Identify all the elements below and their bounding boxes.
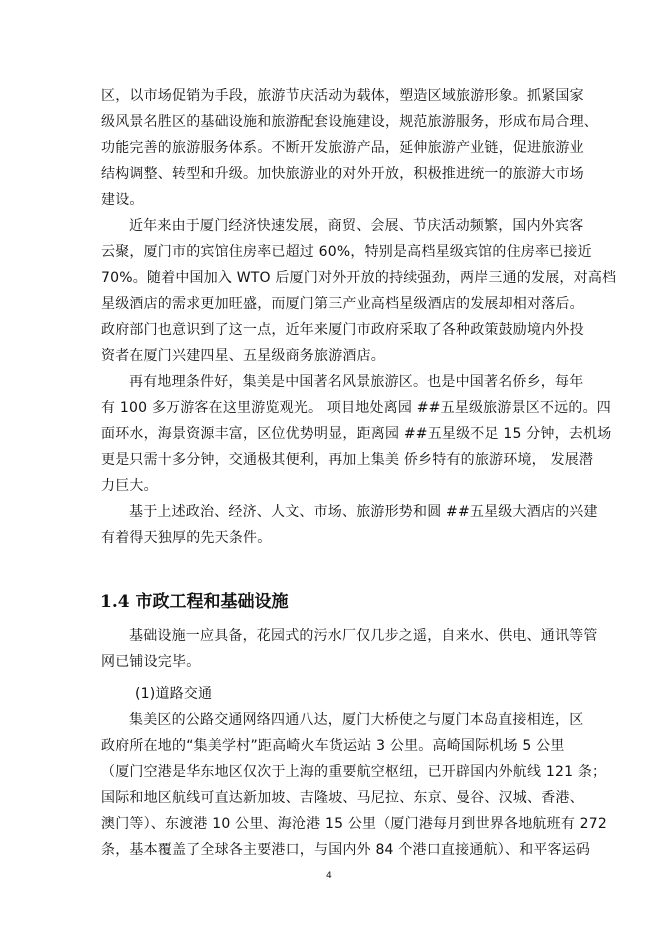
section-heading: 1.4 市政工程和基础设施 (100, 592, 289, 612)
text-line: 政府所在地的“集美学村”距高崎火车货运站 3 公里。高崎国际机场 5 公里 (101, 738, 565, 754)
text-line: 再有地理条件好，集美是中国著名风景旅游区。也是中国著名侨乡，每年 (129, 374, 584, 390)
text-line: 云聚，厦门市的宾馆住房率已超过 60%，特别是高档星级宾馆的住房率已接近 (101, 244, 592, 260)
text-line: （厦门空港是华东地区仅次于上海的重要航空枢纽，已开辟国内外航线 121 条； (101, 764, 607, 780)
text-line: 澳门等）、东渡港 10 公里、海沧港 15 公里（厦门港每月到世界各地航班有 272 (101, 816, 607, 832)
text-line: 功能完善的旅游服务体系。不断开发旅游产品，延伸旅游产业链，促进旅游业 (101, 140, 584, 156)
text-line: 国际和地区航线可直达新加坡、吉隆坡、马尼拉、东京、曼谷、汉城、香港、 (101, 790, 584, 806)
text-line: 基础设施一应具备，花园式的污水厂仅几步之遥，自来水、供电、通讯等管 (129, 628, 598, 644)
text-line: 有 100 多万游客在这里游览观光。 项目地处离园 ##五星级旅游景区不远的。四 (101, 400, 611, 416)
text-line: 力巨大。 (101, 478, 158, 494)
text-line: 集美区的公路交通网络四通八达，厦门大桥使之与厦门本岛直接相连，区 (129, 712, 584, 728)
text-line: 基于上述政治、经济、人文、市场、旅游形势和圆 ##五星级大酒店的兴建 (129, 504, 598, 520)
subsection-heading: (1)道路交通 (135, 686, 213, 702)
text-line: 资者在厦门兴建四星、五星级商务旅游酒店。 (101, 348, 385, 364)
text-line: 近年来由于厦门经济快速发展，商贸、会展、节庆活动频繁，国内外宾客 (129, 218, 584, 234)
text-line: 70%。随着中国加入 WTO 后厦门对外开放的持续强劲，两岸三通的发展，对高档 (101, 270, 617, 286)
text-line: 政府部门也意识到了这一点，近年来厦门市政府采取了各种政策鼓励境内外投 (101, 322, 584, 338)
text-line: 更是只需十多分钟，交通极其便利，再加上集美 侨乡特有的旅游环境， 发展潜 (101, 452, 594, 468)
text-line: 结构调整、转型和升级。加快旅游业的对外开放，积极推进统一的旅游大市场 (101, 166, 584, 182)
text-line: 网已铺设完毕。 (101, 654, 201, 670)
text-line: 建设。 (101, 192, 144, 208)
text-line: 条，基本覆盖了全球各主要港口，与国内外 84 个港口直接通航）、和平客运码 (101, 842, 591, 858)
text-line: 区，以市场促销为手段，旅游节庆活动为载体，塑造区域旅游形象。抓紧国家 (101, 88, 584, 104)
text-line: 级风景名胜区的基础设施和旅游配套设施建设，规范旅游服务，形成布局合理、 (101, 114, 598, 130)
text-line: 有着得天独厚的先天条件。 (101, 530, 272, 546)
text-line: 面环水，海景资源丰富，区位优势明显，距离园 ##五星级不足 15 分钟，去机场 (101, 426, 612, 442)
page-number: 4 (326, 871, 332, 881)
text-line: 星级酒店的需求更加旺盛，而厦门第三产业高档星级酒店的发展却相对落后。 (101, 296, 584, 312)
